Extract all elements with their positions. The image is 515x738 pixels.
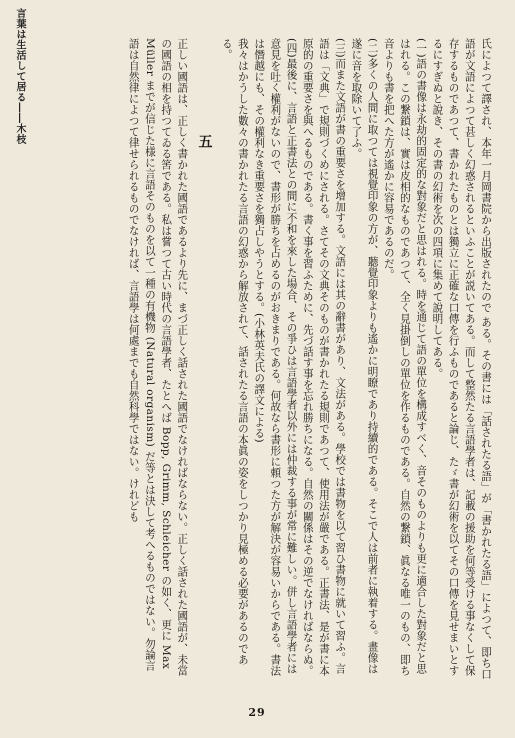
paragraph: 我々はかうした數々の書かれたる言語の幻惑から解放されて、話されたる言語の本眞の姿をしつかり見極める必要があるのである。: [220, 38, 249, 665]
paragraph: (一)語の書像は永劫的固定的な對象だと思はれる。時を通じて語の單位を構成すべく、音そのものよりも更に適合した對象だと思はれる。この繋鎖は、實は皮相的なものであつて、全く見掛倒しの單位を作るものである。自然の繋鎖、眞なる唯一のもの、即ち音よりも書を把へた方が遙かに容易であるのだ。: [382, 38, 428, 676]
section-number: 五: [196, 134, 213, 156]
paragraph: (二)多くの人間に取つては視覺印象の方が、聽覺印象よりも遙かに明瞭であり持續的である。そこで人は前者に執着する。畫像は遂に音を取除いて了ふ。: [350, 38, 379, 675]
page-number: 29: [248, 706, 266, 719]
body-text: [44, 38, 494, 680]
paragraph: 氏によつて譯され、本年一月岡書院から出版されたので ある。その書には「話されたる語」が「書かれたる語」によつて、即ち口語が文語によつて甚しく幻惑されるといふことが説いてある。而して整然たる言語學者は、記載の援助を何等受ける事なくして保存するものであつて、書かれたものとは獨立に正確な口傳を行ふものであると論じ、たゞ書が幻術を以てその口傳を見せまいとするにすぎぬと說き、その書の幻術を次の四項に集めて說明してある。: [431, 38, 492, 680]
paragraph: (四)最後に、言語と正書法との間に不和を來した場合、その爭ひは言語學者以外には仲裁する事が常に難しい。併し言語學者には意見を吐く權利がないので、書形が勝ちを占めるのがおきまりである。何故なら書形に頼つた方が解決が容易いからである。書法は僭越にも、その權利なき重要さを獨占しやうとする。(小林英夫氏の譯文による): [253, 38, 298, 676]
paragraph: (三)而また文語が書の重要さを增加する。文語には其の辭書があり、文法がある。學校では書物を以て習ひ書物に就いて習ふ。言語は「文典」で規則づくめにされる。さてその文典そのものが書かれたる規則であつて、使用法が嚴である。正書法、是が書に本原的の重要さを與へるものである。書く事を習ふために、先づ話す事を忘れ勝ちになる。自然の關係はその逆でなければならぬ。: [301, 38, 347, 676]
paragraph: 正しい國語は、正しく書かれた國語であるより先に、まづ正しく話された國語でなければならない。正しく話された國語が、未當の國語の相を持つてゐる筈である。私は嘗つて古い時代の言語學者、たとへば Bopp, Grimm, Schleicher の如く、更に Max Müller までが信じた様に言語そのものを以て一種の有機物 (Natural organism) だ等とは決して考へるものではない。勿論言語は自然律によつて律せられるものでなければ、言語學は何處までも自然科學ではない。けれども: [127, 38, 189, 676]
running-head: 言葉は生活して居る――木枝: [14, 8, 25, 145]
